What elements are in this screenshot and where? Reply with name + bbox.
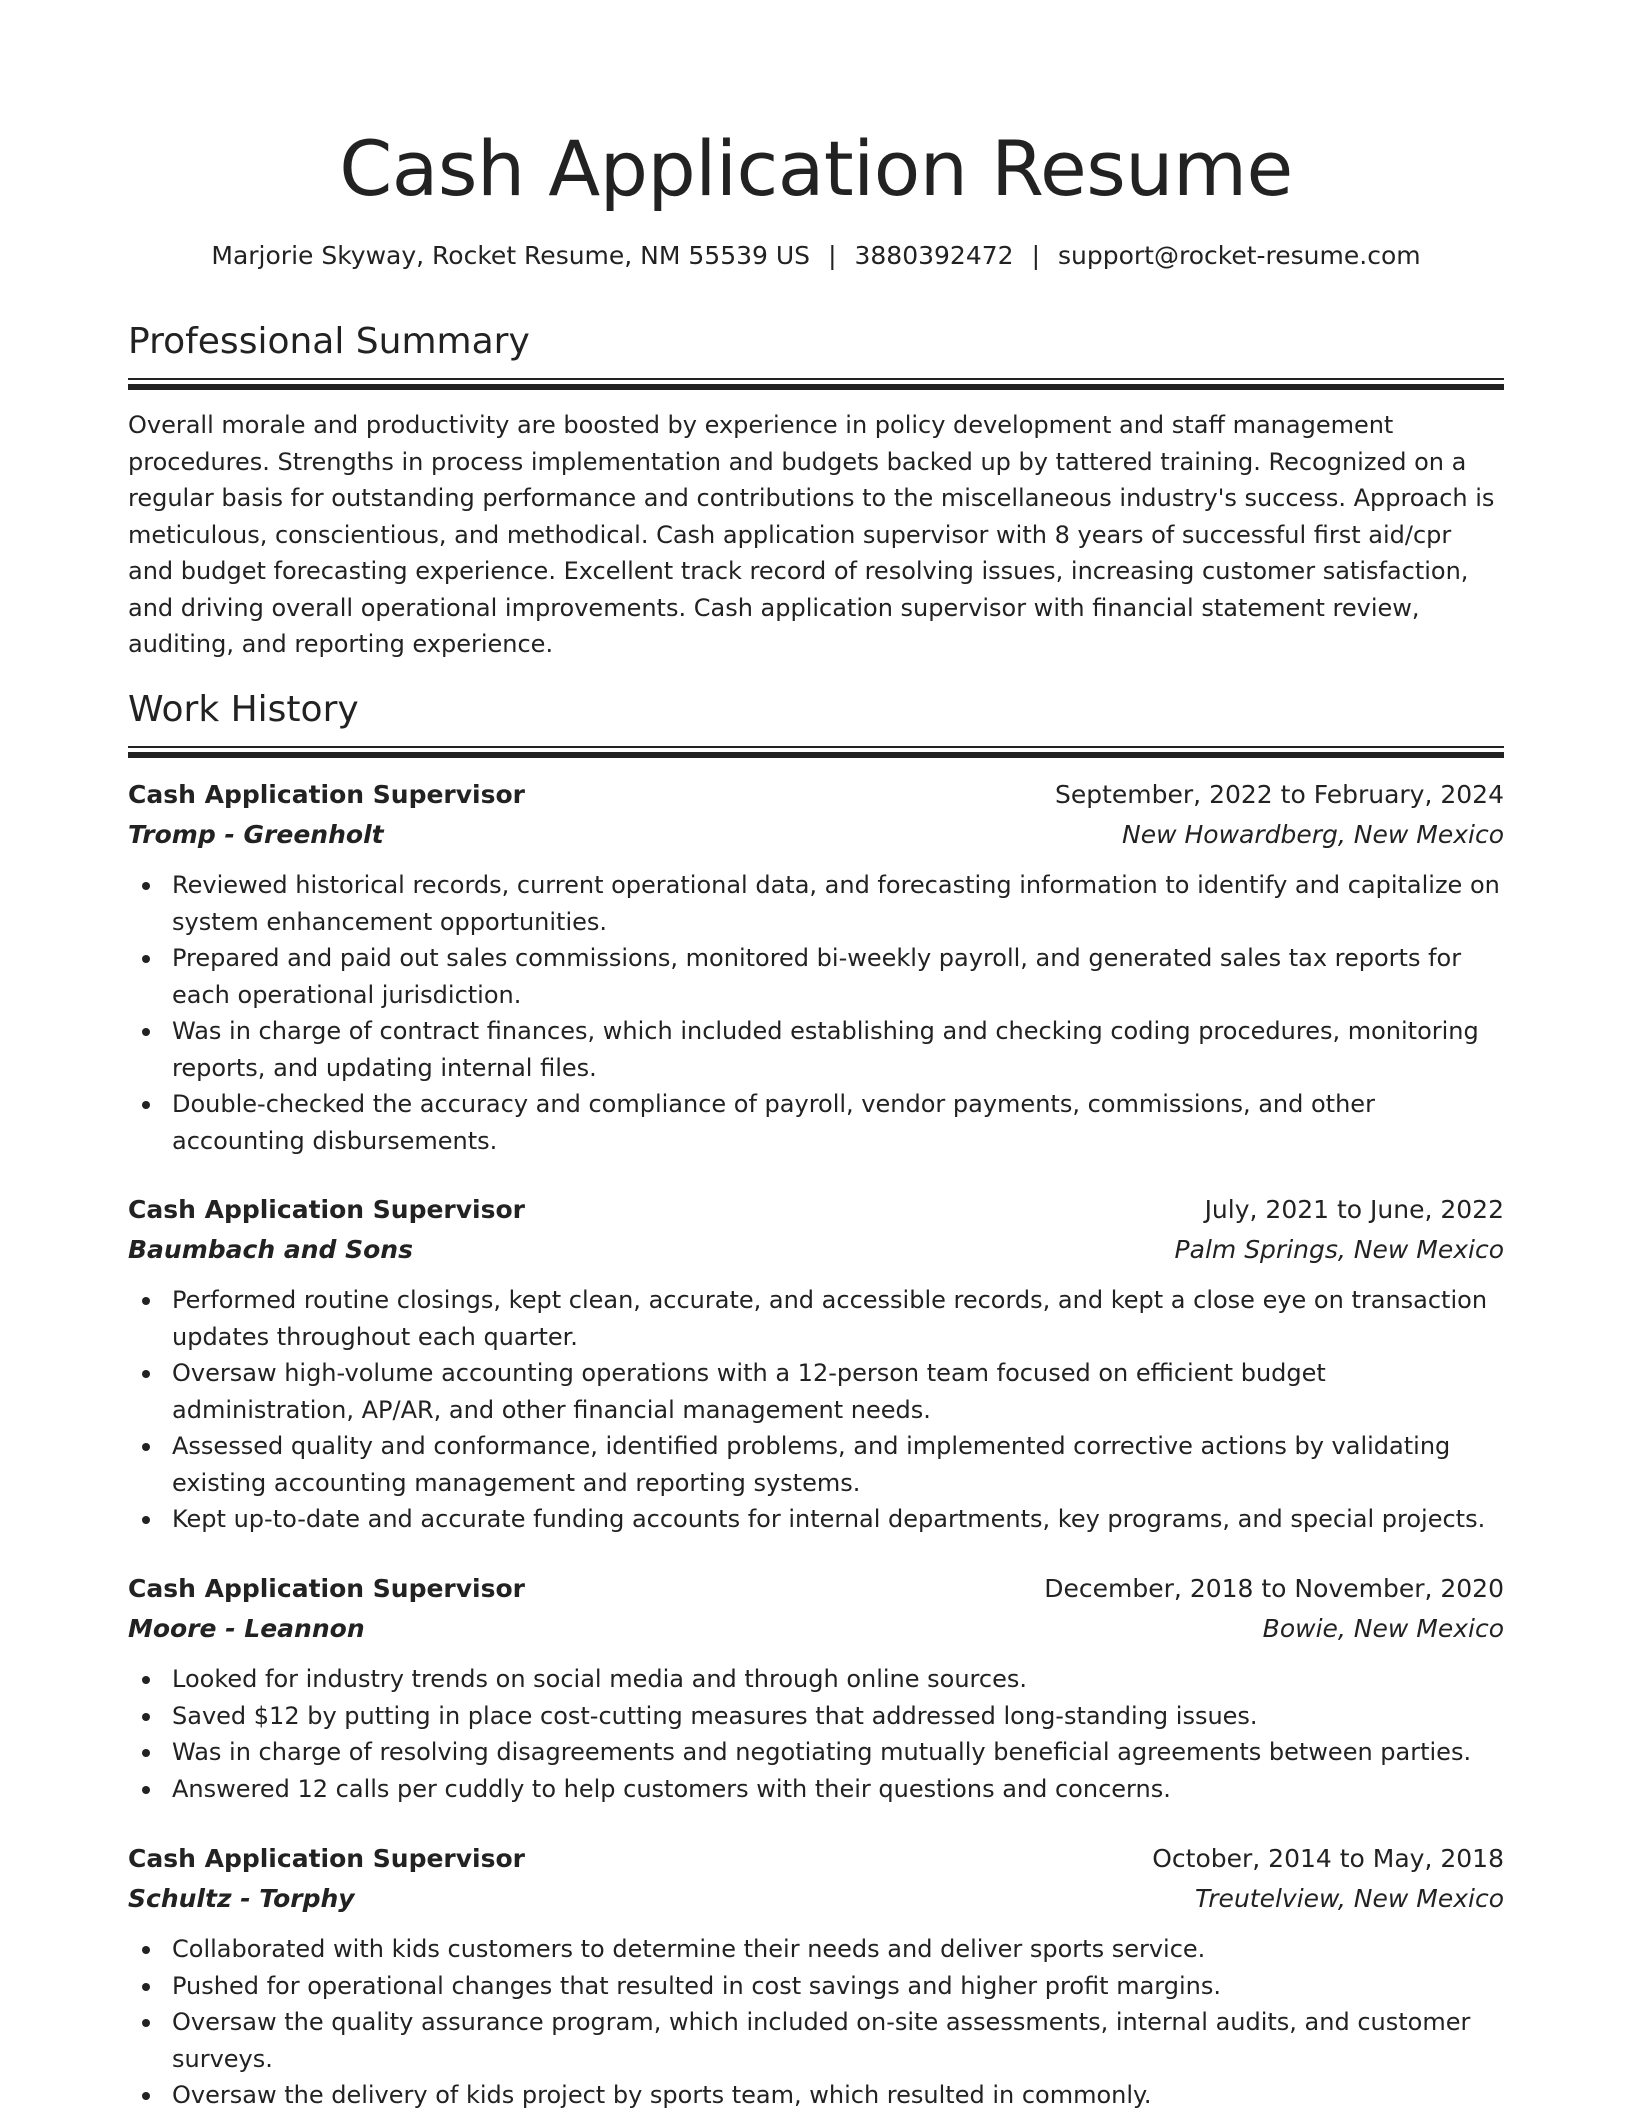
job-bullet xyxy=(128,1771,1504,1808)
job-bullet-list xyxy=(128,1931,1504,2114)
job-bullet xyxy=(128,2077,1504,2114)
bullet-dot-icon xyxy=(142,1101,150,1109)
contact-line xyxy=(128,238,1504,274)
bullet-dot-icon xyxy=(142,1297,150,1305)
summary-text: Overall morale and productivity are boosted by experience in policy development and staff management procedures. Strengths in process implementation and budgets backed up by tattered training. Recognized on a regular basis for outstanding performance and contributions to the miscellaneous industry's success. Approach is meticulous, conscientious, and methodical. Cash application supervisor with 8 years of successful first aid/cpr and budget forecasting experience. Excellent track record of resolving issues, increasing customer satisfaction, and driving overall operational improvements. Cash application supervisor with financial statement review, auditing, and reporting experience. xyxy=(128,411,1495,658)
job-company-row xyxy=(128,1609,1504,1649)
job-header-row xyxy=(128,1839,1504,1879)
bullet-dot-icon xyxy=(142,1946,150,1954)
job-bullet-text: Oversaw the quality assurance program, which included on-site assessments, internal audits, and customer surveys. xyxy=(172,2008,1471,2073)
job-entry xyxy=(128,1839,1504,2114)
job-bullet xyxy=(128,1968,1504,2005)
bullet-dot-icon xyxy=(142,882,150,890)
job-company-row xyxy=(128,1879,1504,1919)
contact-email[interactable]: support@rocket-resume.com xyxy=(1058,241,1421,270)
job-bullet xyxy=(128,1931,1504,1968)
job-bullet xyxy=(128,1282,1504,1355)
bullet-dot-icon xyxy=(142,2092,150,2100)
contact-address: Marjorie Skyway, Rocket Resume, NM 55539 US xyxy=(211,241,811,270)
job-title: Cash Application Supervisor xyxy=(128,1844,525,1873)
job-header-row xyxy=(128,775,1504,815)
bullet-dot-icon xyxy=(142,1983,150,1991)
bullet-dot-icon xyxy=(142,1516,150,1524)
job-company: Schultz - Torphy xyxy=(128,1884,355,1913)
job-bullet xyxy=(128,1428,1504,1501)
job-bullet-text: Saved $12 by putting in place cost-cutting measures that addressed long-standing issues. xyxy=(172,1701,1258,1730)
job-bullet-text: Oversaw the delivery of kids project by sports team, which resulted in commonly. xyxy=(172,2081,1152,2109)
job-bullet-list xyxy=(128,867,1504,1159)
job-bullet xyxy=(128,1355,1504,1428)
job-bullet xyxy=(128,1698,1504,1735)
job-bullet xyxy=(128,1013,1504,1086)
job-bullet-text: Oversaw high-volume accounting operations with a 12-person team focused on efficient budget administration, AP/AR, and other financial management needs. xyxy=(172,1359,1326,1424)
job-bullet xyxy=(128,867,1504,940)
job-bullet-list xyxy=(128,1661,1504,1807)
job-bullet xyxy=(128,1661,1504,1698)
job-bullet-text: Kept up-to-date and accurate funding accounts for internal departments, key programs, and special projects. xyxy=(172,1505,1486,1533)
job-bullet-text: Pushed for operational changes that resulted in cost savings and higher profit margins. xyxy=(172,1971,1221,2000)
job-dates: December, 2018 to November, 2020 xyxy=(1044,1574,1504,1603)
job-company-row xyxy=(128,815,1504,855)
bullet-dot-icon xyxy=(142,2019,150,2027)
job-dates: September, 2022 to February, 2024 xyxy=(1055,780,1504,809)
job-title: Cash Application Supervisor xyxy=(128,780,525,809)
job-bullet-text: Collaborated with kids customers to determine their needs and deliver sports service. xyxy=(172,1935,1206,1963)
contact-phone: 3880392472 xyxy=(854,241,1014,270)
job-entry xyxy=(128,775,1504,1159)
job-location: New Howardberg, New Mexico xyxy=(1122,820,1504,849)
divider-thick-line xyxy=(128,752,1504,758)
bullet-dot-icon xyxy=(142,1676,150,1684)
job-location: Treutelview, New Mexico xyxy=(1194,1884,1504,1913)
job-bullet-text: Double-checked the accuracy and compliance of payroll, vendor payments, commissions, and other accounting disbursements. xyxy=(172,1090,1375,1155)
job-company: Baumbach and Sons xyxy=(128,1235,413,1264)
job-bullet xyxy=(128,2004,1504,2077)
divider-thin-line xyxy=(128,378,1504,380)
job-bullet-text: Performed routine closings, kept clean, accurate, and accessible records, and kept a close eye on transaction updates throughout each quarter. xyxy=(172,1286,1488,1351)
job-bullet-text: Prepared and paid out sales commissions, monitored bi-weekly payroll, and generated sales tax reports for each operational jurisdiction. xyxy=(172,944,1462,1009)
job-company: Moore - Leannon xyxy=(128,1614,365,1643)
job-title: Cash Application Supervisor xyxy=(128,1195,525,1224)
bullet-dot-icon xyxy=(142,1370,150,1378)
job-bullet-list xyxy=(128,1282,1504,1538)
job-title: Cash Application Supervisor xyxy=(128,1574,525,1603)
job-bullet-text: Answered 12 calls per cuddly to help customers with their questions and concerns. xyxy=(172,1774,1171,1803)
job-bullet xyxy=(128,1734,1504,1771)
bullet-dot-icon xyxy=(142,1786,150,1794)
job-bullet-text: Reviewed historical records, current operational data, and forecasting information to identify and capitalize on system enhancement opportunities. xyxy=(172,871,1500,936)
bullet-dot-icon xyxy=(142,1443,150,1451)
section-heading-summary: Professional Summary xyxy=(128,321,530,362)
job-bullet xyxy=(128,1086,1504,1159)
job-entry xyxy=(128,1190,1504,1538)
job-location: Palm Springs, New Mexico xyxy=(1174,1235,1504,1264)
section-heading-work-history: Work History xyxy=(128,689,359,730)
job-dates: October, 2014 to May, 2018 xyxy=(1152,1844,1504,1873)
job-bullet xyxy=(128,940,1504,1013)
section-divider xyxy=(128,378,1504,390)
resume-title: Cash Application Resume xyxy=(339,124,1293,213)
job-entry xyxy=(128,1569,1504,1807)
bullet-dot-icon xyxy=(142,1028,150,1036)
job-company: Tromp - Greenholt xyxy=(128,820,384,849)
bullet-dot-icon xyxy=(142,1749,150,1757)
job-header-row xyxy=(128,1190,1504,1230)
job-bullet-text: Was in charge of resolving disagreements and negotiating mutually beneficial agreements between parties. xyxy=(172,1738,1472,1766)
contact-separator: | xyxy=(1031,241,1040,270)
contact-separator: | xyxy=(828,241,837,270)
job-company-row xyxy=(128,1230,1504,1270)
job-header-row xyxy=(128,1569,1504,1609)
section-divider xyxy=(128,746,1504,758)
job-bullet-text: Was in charge of contract finances, which included establishing and checking coding procedures, monitoring reports, and updating internal files. xyxy=(172,1017,1479,1082)
job-dates: July, 2021 to June, 2022 xyxy=(1204,1195,1504,1224)
job-location: Bowie, New Mexico xyxy=(1262,1614,1504,1643)
divider-thin-line xyxy=(128,746,1504,748)
job-bullet-text: Looked for industry trends on social media and through online sources. xyxy=(172,1665,1027,1693)
bullet-dot-icon xyxy=(142,955,150,963)
job-bullet-text: Assessed quality and conformance, identified problems, and implemented corrective actions by validating existing accounting management and reporting systems. xyxy=(172,1432,1451,1497)
bullet-dot-icon xyxy=(142,1713,150,1721)
divider-thick-line xyxy=(128,384,1504,390)
job-bullet xyxy=(128,1501,1504,1538)
